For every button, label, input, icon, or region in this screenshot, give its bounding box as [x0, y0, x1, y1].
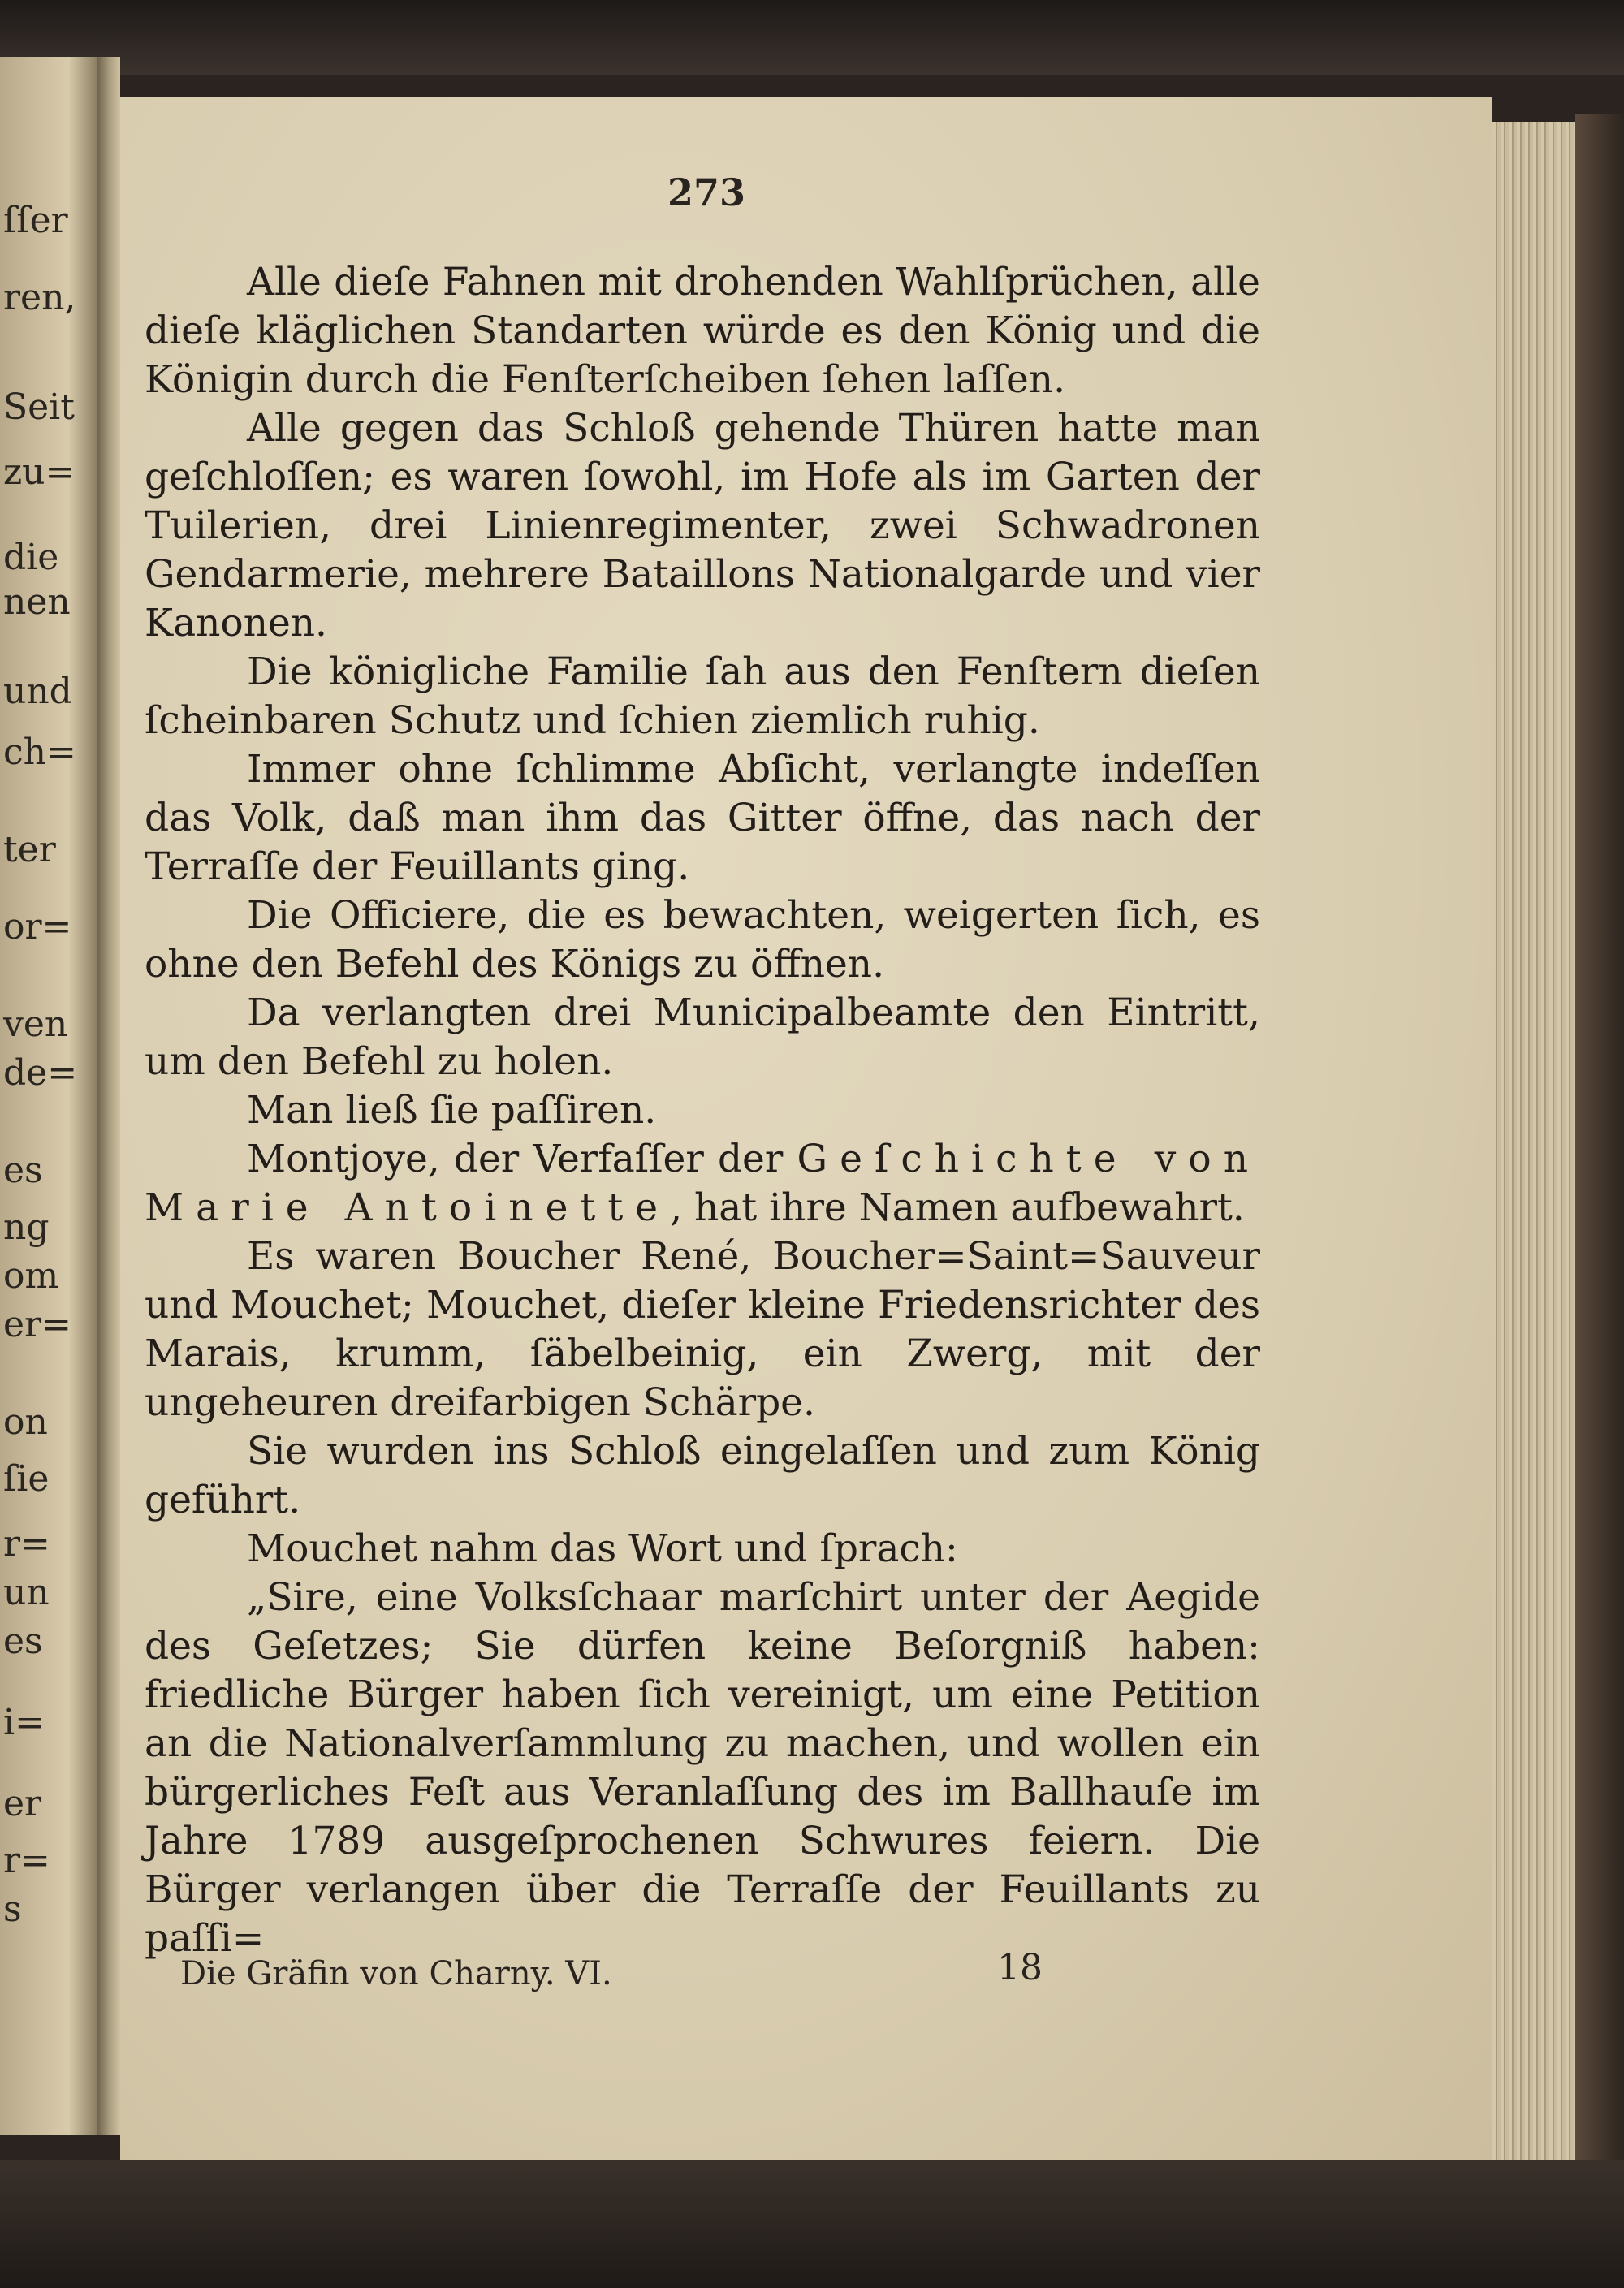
left-page-margin — [0, 57, 97, 2135]
paragraph: Sie wurden ins Schloß eingelaſſen und zum König geführt. — [145, 1429, 1260, 1522]
paragraph: Die Officiere, die es bewachten, weigerten ſich, es ohne den Befehl des Königs zu öffnen. — [145, 893, 1260, 986]
left-page-word-fragment: ſie — [3, 1458, 50, 1500]
paragraph: Alle dieſe Fahnen mit drohenden Wahlſprüchen, alle dieſe kläglichen Standarten würde es den König und die Königin durch die Fenſterſcheiben ſehen laſſen. — [145, 260, 1260, 402]
paragraph: Immer ohne ſchlimme Abſicht, verlangte indeſſen das Volk, daß man ihm das Gitter öffne, das nach der Terraſſe der Feuillants ging. — [145, 747, 1260, 889]
book-cover-top — [0, 0, 1624, 75]
paragraph-with-spaced-title — [145, 1135, 1260, 1232]
left-page-word-fragment: r= — [3, 1840, 50, 1881]
page-edges — [1492, 122, 1588, 2168]
left-page-word-fragment: i= — [3, 1702, 45, 1743]
left-page-word-fragment: or= — [3, 906, 72, 948]
left-page-word-fragment: es — [3, 1150, 43, 1191]
paragraph: Die königliche Familie ſah aus den Fenſtern dieſen ſcheinbaren Schutz und ſchien ziemlich ruhig. — [145, 650, 1260, 743]
left-page-word-fragment: un — [3, 1572, 50, 1613]
left-page-word-fragment: die — [3, 537, 59, 578]
left-page-word-fragment: er — [3, 1783, 42, 1824]
paragraph: Man ließ ſie paſſiren. — [247, 1088, 657, 1133]
left-page-word-fragment: zu= — [3, 451, 76, 493]
left-page-word-fragment: nen — [3, 581, 71, 623]
book-cover-right — [1575, 114, 1624, 2192]
spaced-book-title: Geſchichte von Marie Antoinette — [145, 1137, 1261, 1230]
left-page-word-fragment: ren, — [3, 277, 76, 318]
page-body — [145, 258, 1260, 1963]
paragraph: Mouchet nahm das Wort und ſprach: — [247, 1526, 958, 1571]
left-page-word-fragment: ter — [3, 829, 56, 870]
footer-book-title: Die Gräfin von Charny. VI. — [180, 1955, 612, 1992]
left-page-word-fragment: er= — [3, 1304, 71, 1345]
paragraph-text: , hat ihre Namen aufbewahrt. — [670, 1185, 1245, 1230]
page-number: 273 — [667, 171, 746, 214]
left-page-word-fragment: s — [3, 1889, 22, 1930]
book-cover-bottom — [0, 2160, 1624, 2288]
paragraph: Es waren Boucher René, Boucher=Saint=Sauveur und Mouchet; Mouchet, dieſer kleine Friedensrichter des Marais, krumm, ſäbelbeinig, ein Zwerg, mit der ungeheuren dreifarbigen Schärpe. — [145, 1234, 1260, 1425]
paragraph: „Sire, eine Volksſchaar marſchirt unter der Aegide des Geſetzes; Sie dürfen keine Beſorgniß haben: friedliche Bürger haben ſich vereinigt, um eine Petition an die Nationalverſammlung zu machen, und wollen ein bürgerliches Feſt aus Veranlaſſung des im Ballhauſe im Jahre 1789 ausgeſprochenen Schwures feiern. Die Bürger verlangen über die Terraſſe der Feuillants zu paſſi= — [145, 1575, 1260, 1961]
left-page-word-fragment: ſſer — [3, 200, 68, 241]
paragraph: Alle gegen das Schloß gehende Thüren hatte man geſchloſſen; es waren ſowohl, im Hofe als im Garten der Tuilerien, drei Linienregimenter, zwei Schwadronen Gendarmerie, mehrere Bataillons Nationalgarde und vier Kanonen. — [145, 406, 1260, 645]
left-page-word-fragment: ng — [3, 1207, 50, 1248]
book-gutter — [97, 57, 120, 2135]
left-page-word-fragment: r= — [3, 1523, 50, 1565]
left-page-word-fragment: und — [3, 671, 72, 712]
left-page-word-fragment: om — [3, 1255, 59, 1297]
left-page-word-fragment: es — [3, 1621, 43, 1662]
left-page-word-fragment: de= — [3, 1052, 78, 1094]
paragraph: Da verlangten drei Municipalbeamte den Eintritt, um den Befehl zu holen. — [145, 991, 1260, 1084]
signature-mark: 18 — [997, 1947, 1043, 1988]
left-page-word-fragment: Seit — [3, 386, 75, 428]
left-page-word-fragment: ch= — [3, 732, 76, 773]
paragraph-text: Montjoye, der Verfaſſer der — [247, 1137, 797, 1181]
left-page-word-fragment: ven — [3, 1004, 68, 1045]
left-page-word-fragment: on — [3, 1401, 48, 1443]
